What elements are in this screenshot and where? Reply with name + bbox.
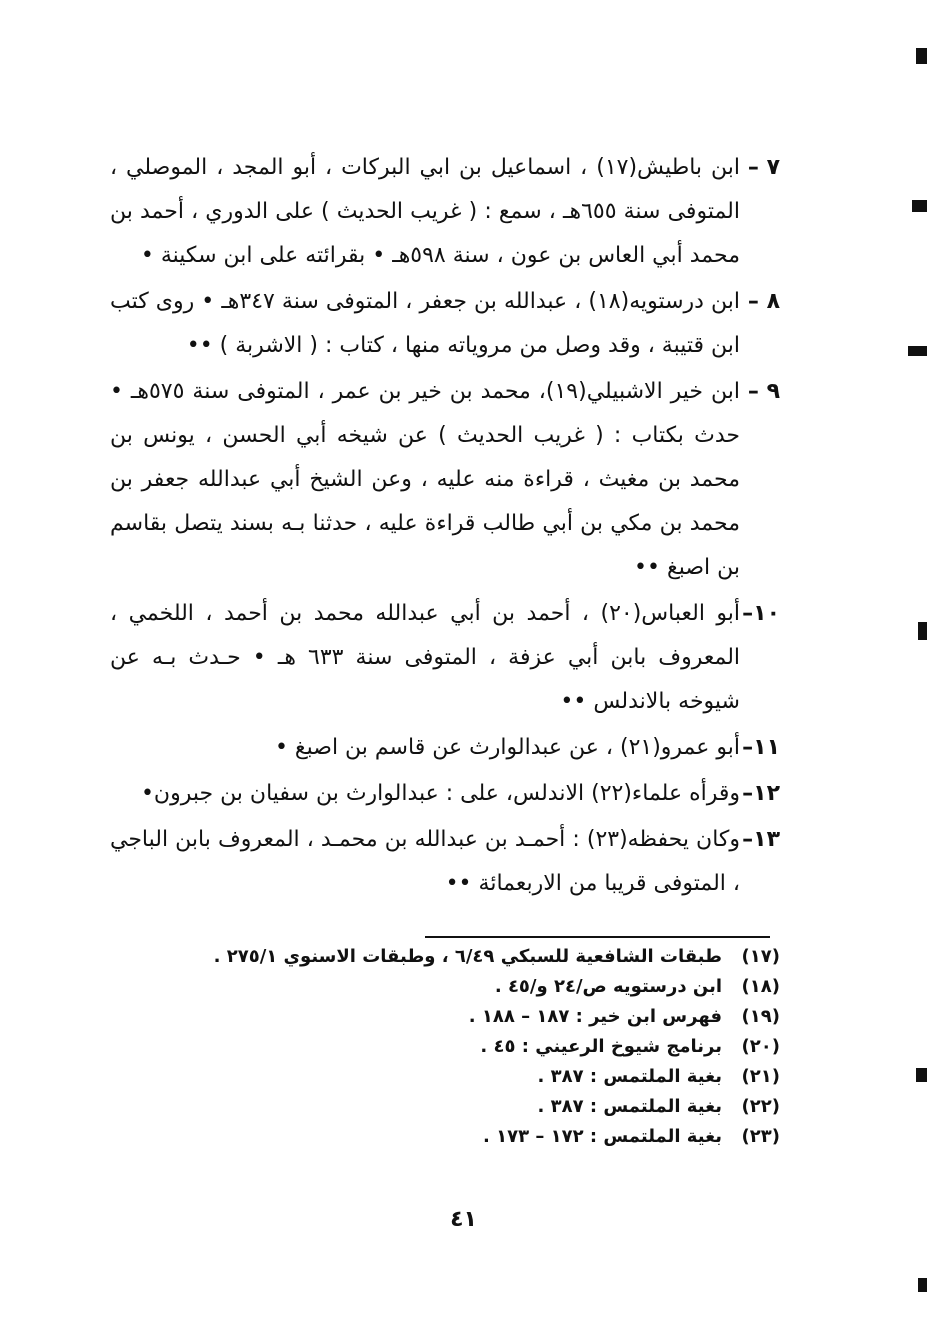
footnote-19	[140, 1002, 780, 1032]
entry-text: ابن درستويه(١٨) ، عبدالله بن جعفر ، المتوفى سنة ٣٤٧هـ • روى كتب ابن قتيبة ، وقد وصل من مروياته منها ، كتاب : ( الاشربة ) ••	[110, 289, 741, 358]
entry-number: ١١–	[742, 735, 780, 760]
footnote-text: برنامج شيوخ الرعيني : ٤٥ .	[480, 1036, 722, 1057]
footnote-17	[140, 942, 780, 972]
binding-mark	[916, 1068, 927, 1082]
footnote-text: بغية الملتمس : ١٧٢ – ١٧٣ .	[483, 1126, 722, 1147]
footnote-text: بغية الملتمس : ٣٨٧ .	[537, 1066, 722, 1087]
page-number: ٤١	[450, 1207, 477, 1232]
binding-mark	[918, 1278, 927, 1292]
footnote-number: (١٧)	[741, 946, 780, 967]
entry-11	[110, 726, 780, 770]
entry-text: ابن خير الاشبيلي(١٩)، محمد بن خير بن عمر ، المتوفى سنة ٥٧٥هـ • حدث بكتاب : ( غريب الحديث ) عن شيخه أبي الحسن ، يونس بن محمد بن مغيث ، قراءة منه عليه ، وعن الشيخ أبي عبدالله جعفر بن محمد بن مكي بن أبي طالب قراءة عليه ، حدثنا بـه بسند يتصل بقاسم بن اصبغ ••	[110, 379, 740, 580]
entry-9	[110, 370, 780, 590]
footnote-number: (١٨)	[741, 976, 780, 997]
entry-number: ١٠–	[742, 601, 780, 626]
entry-text: ابن باطيش(١٧) ، اسماعيل بن ابي البركات ، أبو المجد ، الموصلي ، المتوفى سنة ٦٥٥هـ ، سمع : ( غريب الحديث ) على الدوري ، أحمد بن محمد أبي العاس بن عون ، سنة ٥٩٨هـ • بقرائته على ابن سكينة •	[110, 155, 740, 268]
entry-number: ١٢–	[742, 781, 780, 806]
entry-text: وقرأه علماء(٢٢) الاندلس، على : عبدالوارث بن سفيان بن جبرون•	[140, 781, 740, 806]
entry-number: ٩ –	[747, 379, 780, 404]
footnote-divider	[425, 936, 770, 938]
footnote-number: (٢٠)	[741, 1036, 780, 1057]
binding-mark	[912, 200, 927, 212]
entry-13	[110, 818, 780, 906]
entry-8	[110, 280, 780, 368]
entry-10	[110, 592, 780, 724]
entry-number: ٧ –	[747, 155, 780, 180]
binding-mark	[916, 48, 927, 64]
entry-number: ١٣–	[742, 827, 780, 852]
entry-text: وكان يحفظه(٢٣) : أحمـد بن عبدالله بن محمـد ، المعروف بابن الباجي ، المتوفى قريبا من الاربعمائة ••	[110, 827, 741, 896]
footnote-21	[140, 1062, 780, 1092]
footnote-number: (٢٢)	[741, 1096, 780, 1117]
footnote-number: (١٩)	[741, 1006, 780, 1027]
footnote-text: طبقات الشافعية للسبكي ٦/٤٩ ، وطبقات الاسنوي ٢٧٥/١ .	[213, 946, 722, 967]
footnote-20	[140, 1032, 780, 1062]
footnote-number: (٢١)	[741, 1066, 780, 1087]
entry-7	[110, 146, 780, 278]
footnote-number: (٢٣)	[741, 1126, 780, 1147]
footnote-18	[140, 972, 780, 1002]
entry-text: أبو عمرو(٢١) ، عن عبدالوارث عن قاسم بن اصبغ •	[274, 735, 740, 760]
footnote-text: بغية الملتمس : ٣٨٧ .	[537, 1096, 722, 1117]
footnotes-list	[140, 942, 780, 1152]
binding-mark	[908, 346, 927, 356]
footnote-text: فهرس ابن خير : ١٨٧ – ١٨٨ .	[468, 1006, 722, 1027]
footnote-23	[140, 1122, 780, 1152]
footnote-text: ابن درستويه ص/٢٤ و/٤٥ .	[494, 976, 722, 997]
entry-number: ٨ –	[747, 289, 780, 314]
entry-12	[110, 772, 780, 816]
entry-text: أبو العباس(٢٠) ، أحمد بن أبي عبدالله محمد بن أحمد ، اللخمي ، المعروف بابن أبي عزفة ، المتوفى سنة ٦٣٣ هـ • حـدث بـه عن شيوخه بالاندلس ••	[110, 601, 741, 714]
binding-mark	[918, 622, 927, 640]
entries-list	[110, 146, 780, 906]
footnote-22	[140, 1092, 780, 1122]
